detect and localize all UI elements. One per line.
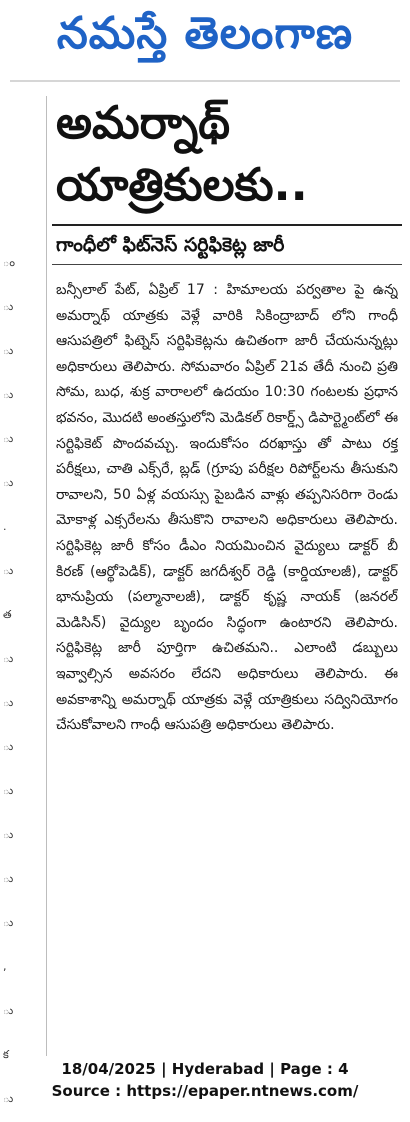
fragment-char: .	[3, 520, 7, 533]
fragment-char: ు	[3, 916, 14, 929]
source-link[interactable]: Source : https://epaper.ntnews.com/	[51, 1082, 359, 1100]
fragment-char: ు	[3, 432, 14, 445]
fragment-char: ు	[3, 696, 14, 709]
fragment-char: ,	[3, 960, 7, 973]
fragment-char: ు	[3, 652, 14, 665]
fragment-char: ు	[3, 300, 14, 313]
masthead-divider	[10, 80, 400, 82]
subhead-bottom-rule	[52, 264, 402, 265]
page-footer	[0, 1058, 410, 1102]
fragment-char: క	[3, 1048, 9, 1061]
fragment-char: ు	[3, 344, 14, 357]
headline-line-1: అమర్నాథ్	[56, 96, 231, 149]
newspaper-logo: నమస్తే తెలంగాణ	[56, 8, 354, 59]
adjacent-column-fragment	[0, 86, 15, 1105]
column-divider	[46, 96, 47, 1056]
fragment-char: ు	[3, 388, 14, 401]
edition-info: 18/04/2025 | Hyderabad | Page : 4	[61, 1060, 349, 1078]
subhead-top-rule	[52, 224, 402, 226]
headline-line-2: యాత్రికులకు..	[56, 158, 308, 211]
article-body-container	[52, 278, 402, 1062]
masthead	[0, 0, 410, 78]
fragment-char: ు	[3, 784, 14, 797]
fragment-char: ు	[3, 1004, 14, 1017]
headline	[56, 92, 402, 216]
fragment-char: ు	[3, 476, 14, 489]
fragment-char: ం	[3, 256, 15, 269]
article	[52, 92, 402, 277]
subheadline: గాంధీలో ఫిట్‌నెస్ సర్టిఫికెట్ల జారీ	[56, 234, 285, 256]
fragment-char: ు	[3, 740, 14, 753]
fragment-char: త	[3, 608, 12, 621]
article-body: బన్సీలాల్ పేట్, ఏప్రిల్ 17 : హిమాలయ పర్వతాల పై ఉన్న అమర్నాథ్ యాత్రకు వెళ్లే వారికి సికింద్రాబాద్ లోని గాంధీ ఆసుపత్రిలో ఫిట్నెస్ సర్టిఫికెట్లను ఉచితంగా జారీ చేయనున్నట్లు అధికారులు తెలిపారు. సోమవారం ఏప్రిల్ 21వ తేదీ నుంచి ప్రతి సోమ, బుధ, శుక్ర వారాలలో ఉదయం 10:30 గంటలకు ప్రధాన భవనం, మొదటి అంతస్తులోని మెడికల్ రికార్డ్స్ డిపార్ట్మెంట్‌లో ఈ సర్టిఫికెట్ పొందవచ్చు. ఇందుకోసం దరఖాస్తు తో పాటు రక్త పరీక్షలు, చాతి ఎక్స్‌రే, బ్లడ్ (గ్రూపు పరీక్షల రిపోర్ట్‌లను తీసుకుని రావాలని, 50 ఏళ్ల వయస్సు పైబడిన వాళ్లు తప్పనిసరిగా రెండు మోకాళ్ల ఎక్సరేలను తీసుకొని రావాలని అధికారులు తెలిపారు. సర్టిఫికెట్ల జారీ కోసం డీఎం నియమించిన వైద్యులు డాక్టర్ బీ కిరణ్ (ఆర్థోపెడిక్), డాక్టర్ జగదీశ్వర్ రెడ్డి (కార్డియాలజీ), డాక్టర్ భానుప్రియ (పల్మానాలజీ), డాక్టర్ కృష్ణ నాయక్ (జనరల్ మెడిసిన్) వైద్యుల బృందం సిద్ధంగా ఉంటారని తెలిపారు. సర్టిఫికెట్ల జారీ పూర్తిగా ఉచితమని.. ఎలాంటి డబ్బులు ఇవ్వాల్సిన అవసరం లేదని అధికారులు తెలిపారు. ఈ అవకాశాన్ని అమర్నాథ్ యాత్రకు వెళ్లే యాత్రికులు సద్వినియోగం చేసుకోవాలని గాంధీ ఆసుపత్రి అధికారులు తెలిపారు.	[56, 282, 398, 734]
fragment-char: ు	[3, 828, 14, 841]
fragment-char: ు	[3, 1092, 14, 1105]
fragment-char: ు	[3, 872, 14, 885]
fragment-char: ు	[3, 564, 14, 577]
